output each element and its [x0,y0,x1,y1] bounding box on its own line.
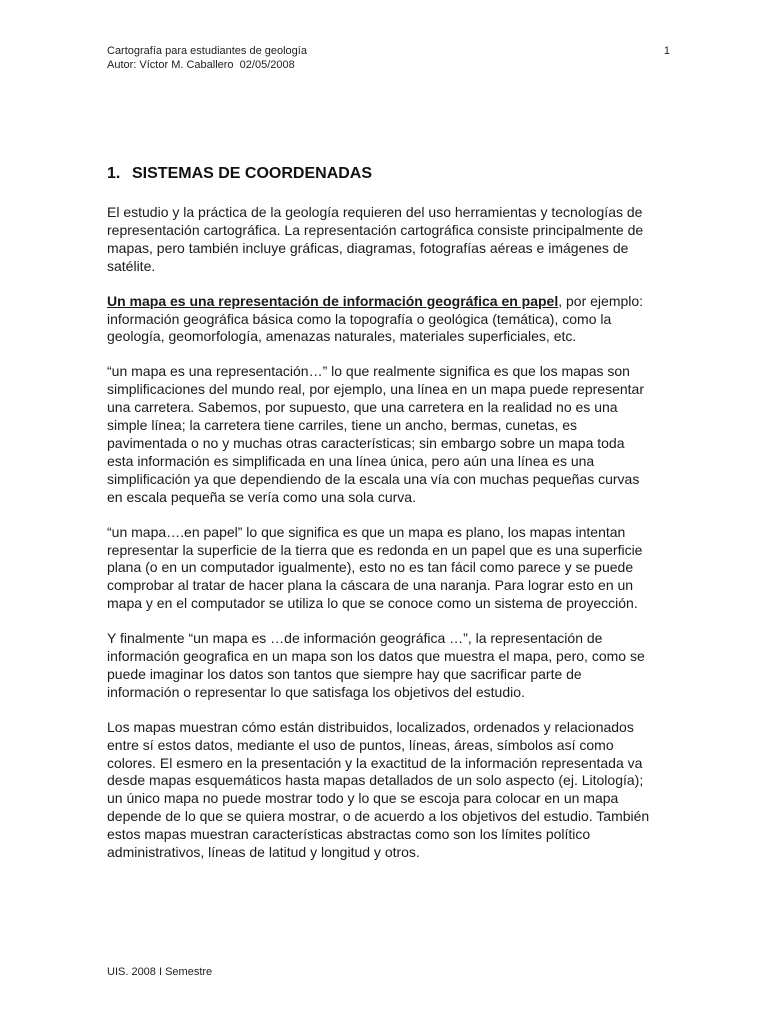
section-title: SISTEMAS DE COORDENADAS [132,165,373,182]
paragraph-paper: “un mapa….en papel” lo que significa es que un mapa es plano, los mapas intentan representar la superficie de la tierra que es redonda en un papel que es una superficie plana (o en un computador igualmente), esto no es tan fácil como parece y se puede comprobar al tratar de hacer plana la cáscara de una naranja. Para lograr esto en un mapa y en el computador se utiliza lo que se conoce como un sistema de proyección. [107,523,643,612]
page-number: 1 [663,45,670,57]
definition-rest: , por ejemplo: información geográfica básica como la topografía o geológica (temática), como la geología, geomorfología, amenazas naturales, materiales superficiales, etc. [107,292,644,345]
paragraph-intro: El estudio y la práctica de la geología requieren del uso herramientas y tecnologías de representación cartográfica. La representación cartográfica consiste principalmente de mapas, pero también incluye gráficas, diagramas, fotografías aéreas e imágenes de satélite. [107,204,644,274]
page-header [107,44,667,72]
paragraph-information: Y finalmente “un mapa es …de información geográfica …”, la representación de información geografica en un mapa son los datos que muestra el mapa, pero, como se puede imaginar los datos son tantos que siempre hay que sacrificar parte de información o representar lo que satisfaga los objetivos del estudio. [107,630,645,700]
definition-emphasis: Un mapa es una representación de información geográfica en papel [107,292,559,309]
paragraph-definition [107,293,652,347]
section-number: 1. [107,165,121,182]
header-author: Autor: Víctor M. Caballero 02/05/2008 [107,59,295,71]
page-footer: UIS. 2008 I Semestre [107,966,213,978]
document-body [107,164,652,879]
header-title: Cartografía para estudiantes de geología [107,45,307,57]
paragraph-representation: “un mapa es una representación…” lo que realmente significa es que los mapas son simplificaciones del mundo real, por ejemplo, una línea en un mapa puede representar una carretera. Sabemos, por supuesto, que una carretera en la realidad no es una simple línea; la carretera tiene carriles, tiene un ancho, bermas, cunetas, es pavimentada o no y muchas otras características; sin embargo sobre un mapa toda esta información es simplificada en una línea única, pero aún una línea es una simplificación ya que dependiendo de la escala una vía con muchas pequeñas curvas en escala pequeña se vería como una sola curva. [107,363,644,505]
paragraph-map-content: Los mapas muestran cómo están distribuidos, localizados, ordenados y relacionados entre sí estos datos, mediante el uso de puntos, líneas, áreas, símbolos así como colores. El esmero en la presentación y la exactitud de la información representada va desde mapas esquemáticos hasta mapas detallados de un solo aspecto (ej. Litología); un único mapa no puede mostrar todo y lo que se escoja para colocar en un mapa depende de lo que se quiera mostrar, o de acuerdo a los objetivos del estudio. También estos mapas muestran características abstractas como son los límites político administrativos, líneas de latitud y longitud y otros. [107,718,650,861]
section-heading [107,164,652,184]
